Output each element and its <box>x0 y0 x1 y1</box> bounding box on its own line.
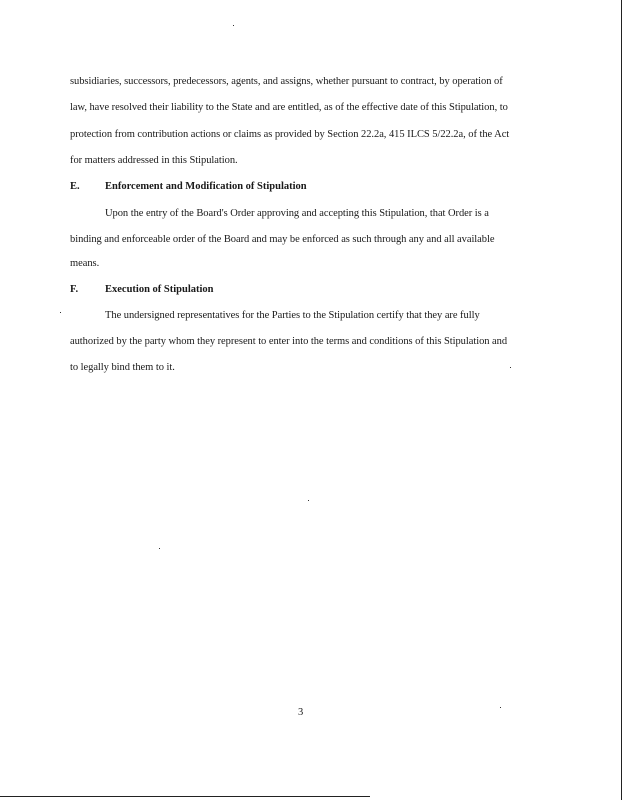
scan-speck <box>233 25 234 26</box>
body-text-line: law, have resolved their liability to the State and are entitled, as of the effective date of this Stipulation, to <box>70 102 508 113</box>
body-text-line: means. <box>70 258 100 269</box>
body-text-line: subsidiaries, successors, predecessors, agents, and assigns, whether pursuant to contract, by operation of <box>70 76 503 87</box>
body-text-line: authorized by the party whom they represent to enter into the terms and conditions of this Stipulation and <box>70 336 508 347</box>
scan-speck <box>159 548 160 549</box>
scan-speck <box>308 500 309 501</box>
body-text-line: The undersigned representatives for the Parties to the Stipulation certify that they are fully <box>105 310 480 321</box>
scan-speck <box>500 707 501 708</box>
body-text-line: for matters addressed in this Stipulation. <box>70 155 238 166</box>
page-number: 3 <box>298 707 304 718</box>
scan-edge-right <box>621 0 622 800</box>
section-e-letter: E. <box>70 181 80 192</box>
section-f-heading: Execution of Stipulation <box>105 284 214 295</box>
body-text-line: binding and enforceable order of the Board and may be enforced as such through any and all available <box>70 234 495 245</box>
body-text-line: protection from contribution actions or claims as provided by Section 22.2a, 415 ILCS 5/22.2a, of the Act <box>70 129 510 140</box>
body-text-line: Upon the entry of the Board's Order approving and accepting this Stipulation, that Order is a <box>105 208 489 219</box>
scan-speck <box>60 312 61 313</box>
section-e-heading: Enforcement and Modification of Stipulation <box>105 181 307 192</box>
body-text-line: to legally bind them to it. <box>70 362 175 373</box>
section-f-letter: F. <box>70 284 79 295</box>
scan-edge-bottom <box>0 796 370 797</box>
